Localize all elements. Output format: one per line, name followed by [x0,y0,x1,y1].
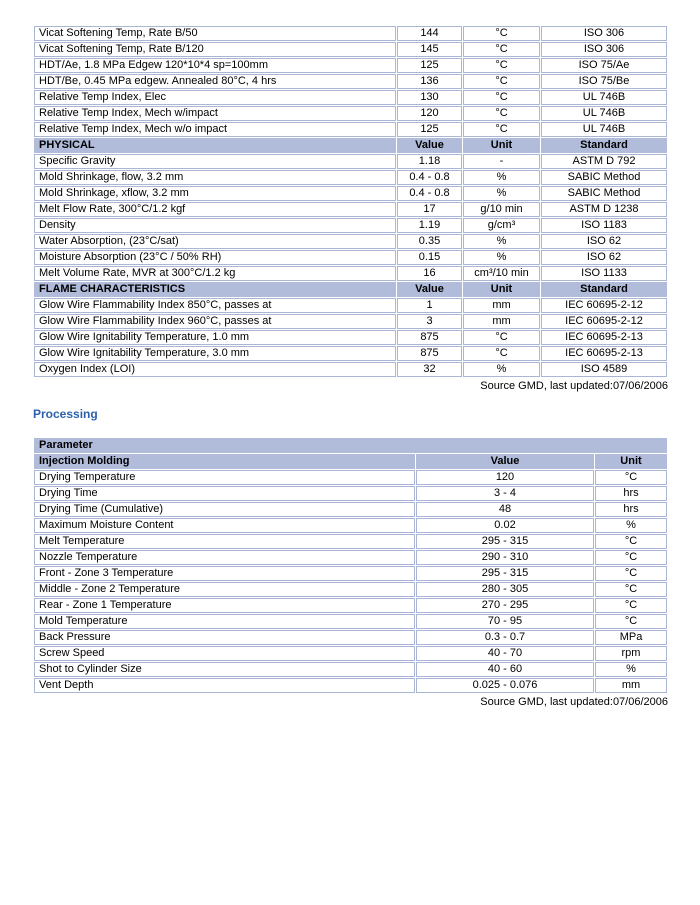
cell: Nozzle Temperature [34,550,415,565]
parameter-row [34,502,667,517]
cell: IEC 60695-2-13 [541,346,667,361]
property-row [34,74,667,89]
cell: % [595,662,667,677]
cell: ISO 62 [541,234,667,249]
cell: Glow Wire Flammability Index 960°C, passes at [34,314,396,329]
section-header-row [34,282,667,297]
property-row [34,202,667,217]
cell: Oxygen Index (LOI) [34,362,396,377]
cell: mm [463,314,540,329]
cell: IEC 60695-2-13 [541,330,667,345]
cell: 1 [397,298,462,313]
cell: °C [463,90,540,105]
parameter-row [34,534,667,549]
cell: SABIC Method [541,170,667,185]
cell: PHYSICAL [34,138,396,153]
cell: Injection Molding [34,454,415,469]
cell: 3 - 4 [416,486,594,501]
cell: Relative Temp Index, Elec [34,90,396,105]
cell: 295 - 315 [416,566,594,581]
cell: 16 [397,266,462,281]
parameter-row [34,598,667,613]
cell: Relative Temp Index, Mech w/impact [34,106,396,121]
properties-table [33,25,668,378]
cell: 290 - 310 [416,550,594,565]
cell: IEC 60695-2-12 [541,314,667,329]
cell: 875 [397,330,462,345]
parameter-row [34,486,667,501]
property-row [34,186,667,201]
cell: Shot to Cylinder Size [34,662,415,677]
cell: Relative Temp Index, Mech w/o impact [34,122,396,137]
cell: 32 [397,362,462,377]
source-note: Source GMD, last updated:07/06/2006 [480,696,668,708]
property-row [34,362,667,377]
cell: MPa [595,630,667,645]
cell: 17 [397,202,462,217]
cell: °C [463,58,540,73]
cell: Drying Time [34,486,415,501]
property-row [34,330,667,345]
cell: Melt Temperature [34,534,415,549]
parameter-row [34,566,667,581]
cell: ISO 1183 [541,218,667,233]
property-row [34,170,667,185]
cell: °C [463,26,540,41]
cell: ISO 75/Ae [541,58,667,73]
cell: Standard [541,282,667,297]
spacer [33,421,668,437]
cell: 1.18 [397,154,462,169]
cell: % [463,362,540,377]
cell: 1.19 [397,218,462,233]
cell: °C [595,566,667,581]
source-note: Source GMD, last updated:07/06/2006 [480,380,668,392]
cell: 120 [416,470,594,485]
cell: Vicat Softening Temp, Rate B/120 [34,42,396,57]
cell: UL 746B [541,122,667,137]
cell: Drying Temperature [34,470,415,485]
cell: Vent Depth [34,678,415,693]
cell: Drying Time (Cumulative) [34,502,415,517]
cell: 120 [397,106,462,121]
cell: Mold Temperature [34,614,415,629]
parameter-row [34,470,667,485]
cell: 875 [397,346,462,361]
cell: cm³/10 min [463,266,540,281]
cell: UL 746B [541,106,667,121]
cell: mm [595,678,667,693]
cell: Value [397,138,462,153]
cell: Parameter [34,438,667,453]
property-row [34,58,667,73]
cell: 280 - 305 [416,582,594,597]
cell: 270 - 295 [416,598,594,613]
cell: 0.02 [416,518,594,533]
cell: % [463,170,540,185]
property-row [34,346,667,361]
cell: % [463,250,540,265]
property-row [34,106,667,121]
cell: 0.35 [397,234,462,249]
cell: Mold Shrinkage, xflow, 3.2 mm [34,186,396,201]
cell: Specific Gravity [34,154,396,169]
parameter-row [34,646,667,661]
property-row [34,314,667,329]
cell: 0.025 - 0.076 [416,678,594,693]
cell: Density [34,218,396,233]
cell: °C [595,550,667,565]
cell: °C [595,614,667,629]
cell: Glow Wire Ignitability Temperature, 3.0 mm [34,346,396,361]
cell: °C [595,470,667,485]
processing-heading: Processing [33,407,98,421]
cell: hrs [595,486,667,501]
cell: SABIC Method [541,186,667,201]
cell: HDT/Be, 0.45 MPa edgew. Annealed 80°C, 4 hrs [34,74,396,89]
cell: - [463,154,540,169]
cell: Back Pressure [34,630,415,645]
cell: % [595,518,667,533]
cell: °C [595,582,667,597]
cell: Value [416,454,594,469]
cell: °C [463,330,540,345]
cell: % [463,234,540,249]
cell: 295 - 315 [416,534,594,549]
parameter-row [34,630,667,645]
cell: Moisture Absorption (23°C / 50% RH) [34,250,396,265]
parameter-row [34,614,667,629]
parameter-row [34,662,667,677]
cell: FLAME CHARACTERISTICS [34,282,396,297]
cell: Middle - Zone 2 Temperature [34,582,415,597]
cell: Screw Speed [34,646,415,661]
cell: IEC 60695-2-12 [541,298,667,313]
parameter-row [34,550,667,565]
property-row [34,266,667,281]
cell: 48 [416,502,594,517]
cell: Melt Volume Rate, MVR at 300°C/1.2 kg [34,266,396,281]
cell: 40 - 60 [416,662,594,677]
cell: rpm [595,646,667,661]
cell: ISO 306 [541,26,667,41]
cell: Standard [541,138,667,153]
cell: 0.4 - 0.8 [397,170,462,185]
cell: ASTM D 792 [541,154,667,169]
cell: Unit [595,454,667,469]
cell: 0.4 - 0.8 [397,186,462,201]
cell: ISO 1133 [541,266,667,281]
cell: 125 [397,122,462,137]
column-header-row [34,454,667,469]
cell: ISO 75/Be [541,74,667,89]
cell: g/10 min [463,202,540,217]
cell: Unit [463,138,540,153]
parameter-row [34,678,667,693]
cell: °C [463,106,540,121]
cell: 145 [397,42,462,57]
cell: 136 [397,74,462,89]
cell: ISO 306 [541,42,667,57]
cell: °C [463,122,540,137]
cell: Front - Zone 3 Temperature [34,566,415,581]
property-row [34,154,667,169]
parameter-row [34,582,667,597]
cell: 0.3 - 0.7 [416,630,594,645]
parameter-row [34,518,667,533]
cell: Melt Flow Rate, 300°C/1.2 kgf [34,202,396,217]
cell: Value [397,282,462,297]
cell: °C [463,74,540,89]
property-row [34,234,667,249]
cell: °C [463,346,540,361]
cell: 130 [397,90,462,105]
processing-table [33,437,668,694]
cell: HDT/Ae, 1.8 MPa Edgew 120*10*4 sp=100mm [34,58,396,73]
cell: hrs [595,502,667,517]
cell: 125 [397,58,462,73]
cell: °C [463,42,540,57]
cell: g/cm³ [463,218,540,233]
cell: Glow Wire Flammability Index 850°C, passes at [34,298,396,313]
cell: °C [595,534,667,549]
cell: ASTM D 1238 [541,202,667,217]
property-row [34,90,667,105]
cell: 3 [397,314,462,329]
cell: mm [463,298,540,313]
cell: °C [595,598,667,613]
cell: 40 - 70 [416,646,594,661]
property-row [34,26,667,41]
cell: Unit [463,282,540,297]
section-header-row [34,138,667,153]
cell: Maximum Moisture Content [34,518,415,533]
cell: Vicat Softening Temp, Rate B/50 [34,26,396,41]
cell: Mold Shrinkage, flow, 3.2 mm [34,170,396,185]
property-row [34,250,667,265]
cell: Glow Wire Ignitability Temperature, 1.0 mm [34,330,396,345]
property-row [34,122,667,137]
cell: UL 746B [541,90,667,105]
cell: 70 - 95 [416,614,594,629]
property-row [34,218,667,233]
group-header-row [34,438,667,453]
property-row [34,42,667,57]
cell: Water Absorption, (23°C/sat) [34,234,396,249]
property-row [34,298,667,313]
cell: 144 [397,26,462,41]
cell: ISO 4589 [541,362,667,377]
cell: Rear - Zone 1 Temperature [34,598,415,613]
cell: ISO 62 [541,250,667,265]
cell: 0.15 [397,250,462,265]
cell: % [463,186,540,201]
